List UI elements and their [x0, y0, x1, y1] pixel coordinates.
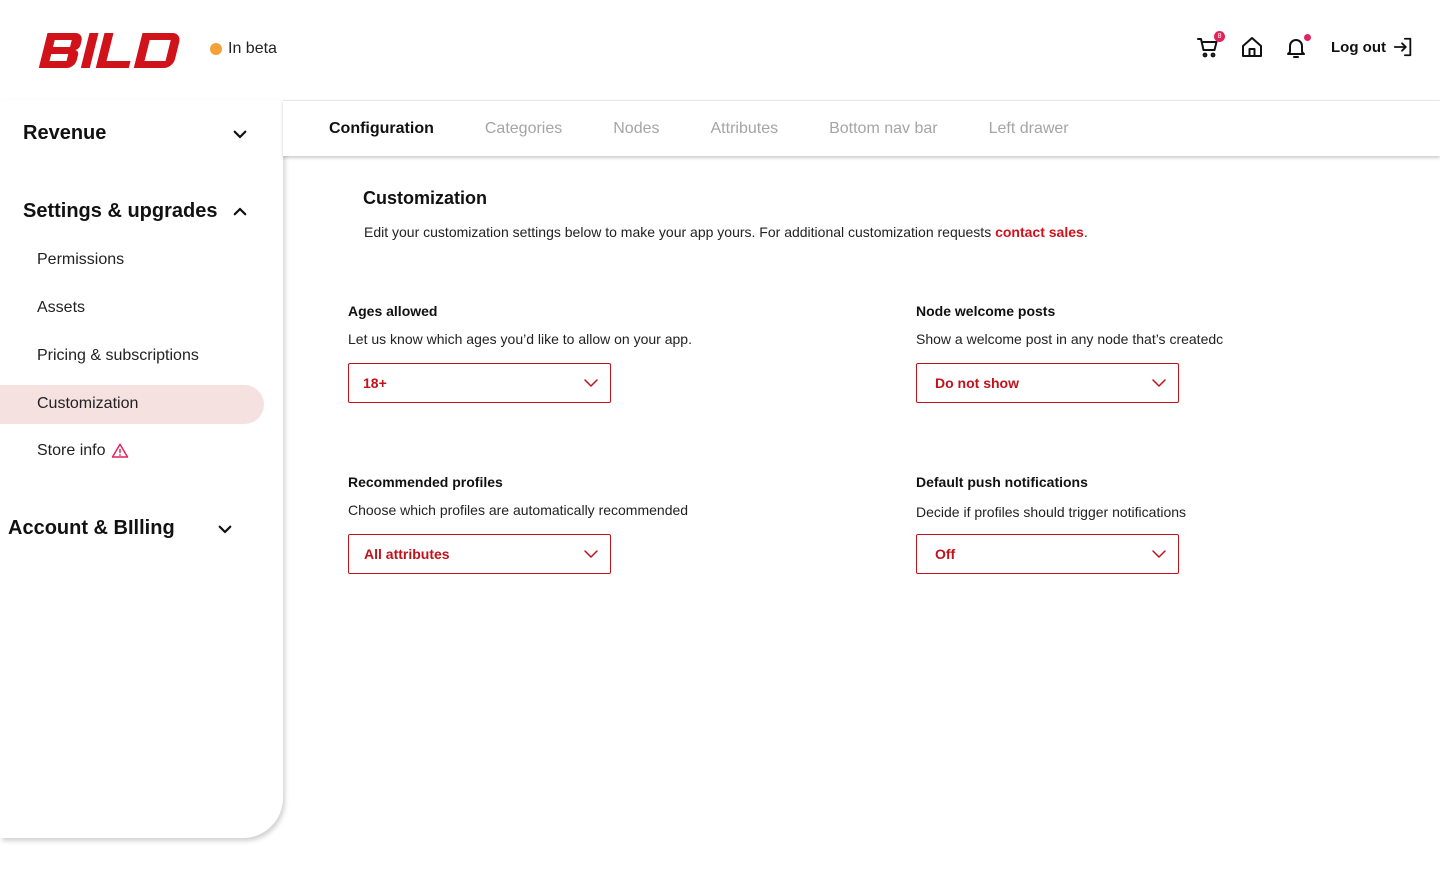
tab-bottom-nav-bar[interactable]: Bottom nav bar: [829, 119, 938, 137]
chevron-down-icon: [231, 125, 249, 143]
page-title: Customization: [363, 188, 487, 208]
page-description: [364, 224, 1088, 240]
home-icon: [1240, 35, 1264, 59]
field-label: Default push notifications: [916, 474, 1088, 490]
beta-indicator: [210, 40, 277, 58]
sidebar: [0, 100, 283, 838]
beta-label: In beta: [228, 40, 277, 57]
cart-button[interactable]: [1195, 34, 1221, 60]
sidebar-item-label: Permissions: [37, 251, 125, 268]
sidebar-item-permissions[interactable]: [37, 251, 124, 269]
field-help: Decide if profiles should trigger notifications: [916, 504, 1187, 520]
field-help: Choose which profiles are automatically recommended: [348, 502, 689, 518]
ages-select[interactable]: [348, 363, 611, 403]
profiles-select[interactable]: [348, 534, 611, 574]
warning-icon: [111, 442, 129, 460]
tab-left-drawer[interactable]: Left drawer: [988, 119, 1069, 137]
chevron-down-icon: [1150, 545, 1168, 563]
contact-sales-link[interactable]: contact sales: [995, 224, 1084, 240]
sidebar-section-settings[interactable]: [23, 200, 249, 223]
sidebar-section-account[interactable]: [8, 517, 234, 540]
description-period: .: [1083, 224, 1088, 240]
select-value: Off: [935, 546, 956, 562]
notification-dot: [1304, 34, 1311, 41]
field-help: Let us know which ages you’d like to allow on your app.: [348, 331, 692, 347]
sidebar-item-assets[interactable]: [37, 299, 85, 317]
chevron-down-icon: [216, 520, 234, 538]
description-text: Edit your customization settings below to make your app yours. For additional customization requests: [364, 224, 996, 240]
sidebar-section-revenue[interactable]: [23, 122, 249, 145]
sidebar-section-label: Account & BIlling: [8, 517, 175, 539]
tab-categories[interactable]: Categories: [484, 119, 563, 137]
logout-button[interactable]: [1331, 36, 1414, 58]
tab-configuration[interactable]: Configuration: [329, 119, 434, 137]
select-value: Do not show: [935, 375, 1019, 391]
select-value: All attributes: [364, 546, 450, 562]
field-ages-allowed: [348, 303, 768, 403]
sidebar-item-customization[interactable]: [37, 395, 138, 413]
app-header: [0, 0, 1440, 100]
field-help: Show a welcome post in any node that’s createdc: [916, 331, 1224, 347]
sidebar-item-store-info[interactable]: [37, 442, 129, 460]
tab-bar: [283, 100, 1440, 156]
tab-nodes[interactable]: Nodes: [613, 119, 660, 137]
sidebar-item-label: Pricing & subscriptions: [37, 347, 199, 364]
sidebar-item-label: Assets: [37, 299, 86, 316]
bild-logo[interactable]: [38, 31, 198, 69]
sidebar-item-label: Store info: [37, 442, 106, 459]
field-node-welcome-posts: [916, 303, 1336, 403]
home-button[interactable]: [1239, 34, 1265, 60]
push-notifications-select[interactable]: [916, 534, 1179, 574]
field-label: Ages allowed: [348, 303, 438, 319]
sidebar-item-pricing[interactable]: [37, 347, 199, 365]
chevron-down-icon: [582, 545, 600, 563]
sidebar-section-label: Settings & upgrades: [23, 200, 218, 222]
tab-attributes[interactable]: Attributes: [710, 119, 779, 137]
field-recommended-profiles: [348, 474, 768, 574]
chevron-up-icon: [231, 203, 249, 221]
logout-label: Log out: [1331, 38, 1386, 56]
select-value: 18+: [363, 375, 387, 391]
sidebar-section-label: Revenue: [23, 122, 107, 144]
header-actions: [1195, 34, 1414, 60]
field-label: Node welcome posts: [916, 303, 1056, 319]
notifications-button[interactable]: [1283, 34, 1309, 60]
chevron-down-icon: [1150, 374, 1168, 392]
field-default-push-notifications: [916, 474, 1336, 574]
welcome-posts-select[interactable]: [916, 363, 1179, 403]
sidebar-item-label: Customization: [37, 395, 139, 412]
cart-badge: 8: [1214, 31, 1225, 42]
field-label: Recommended profiles: [348, 474, 503, 490]
logout-icon: [1392, 36, 1414, 58]
beta-dot-icon: [210, 43, 222, 55]
chevron-down-icon: [582, 374, 600, 392]
